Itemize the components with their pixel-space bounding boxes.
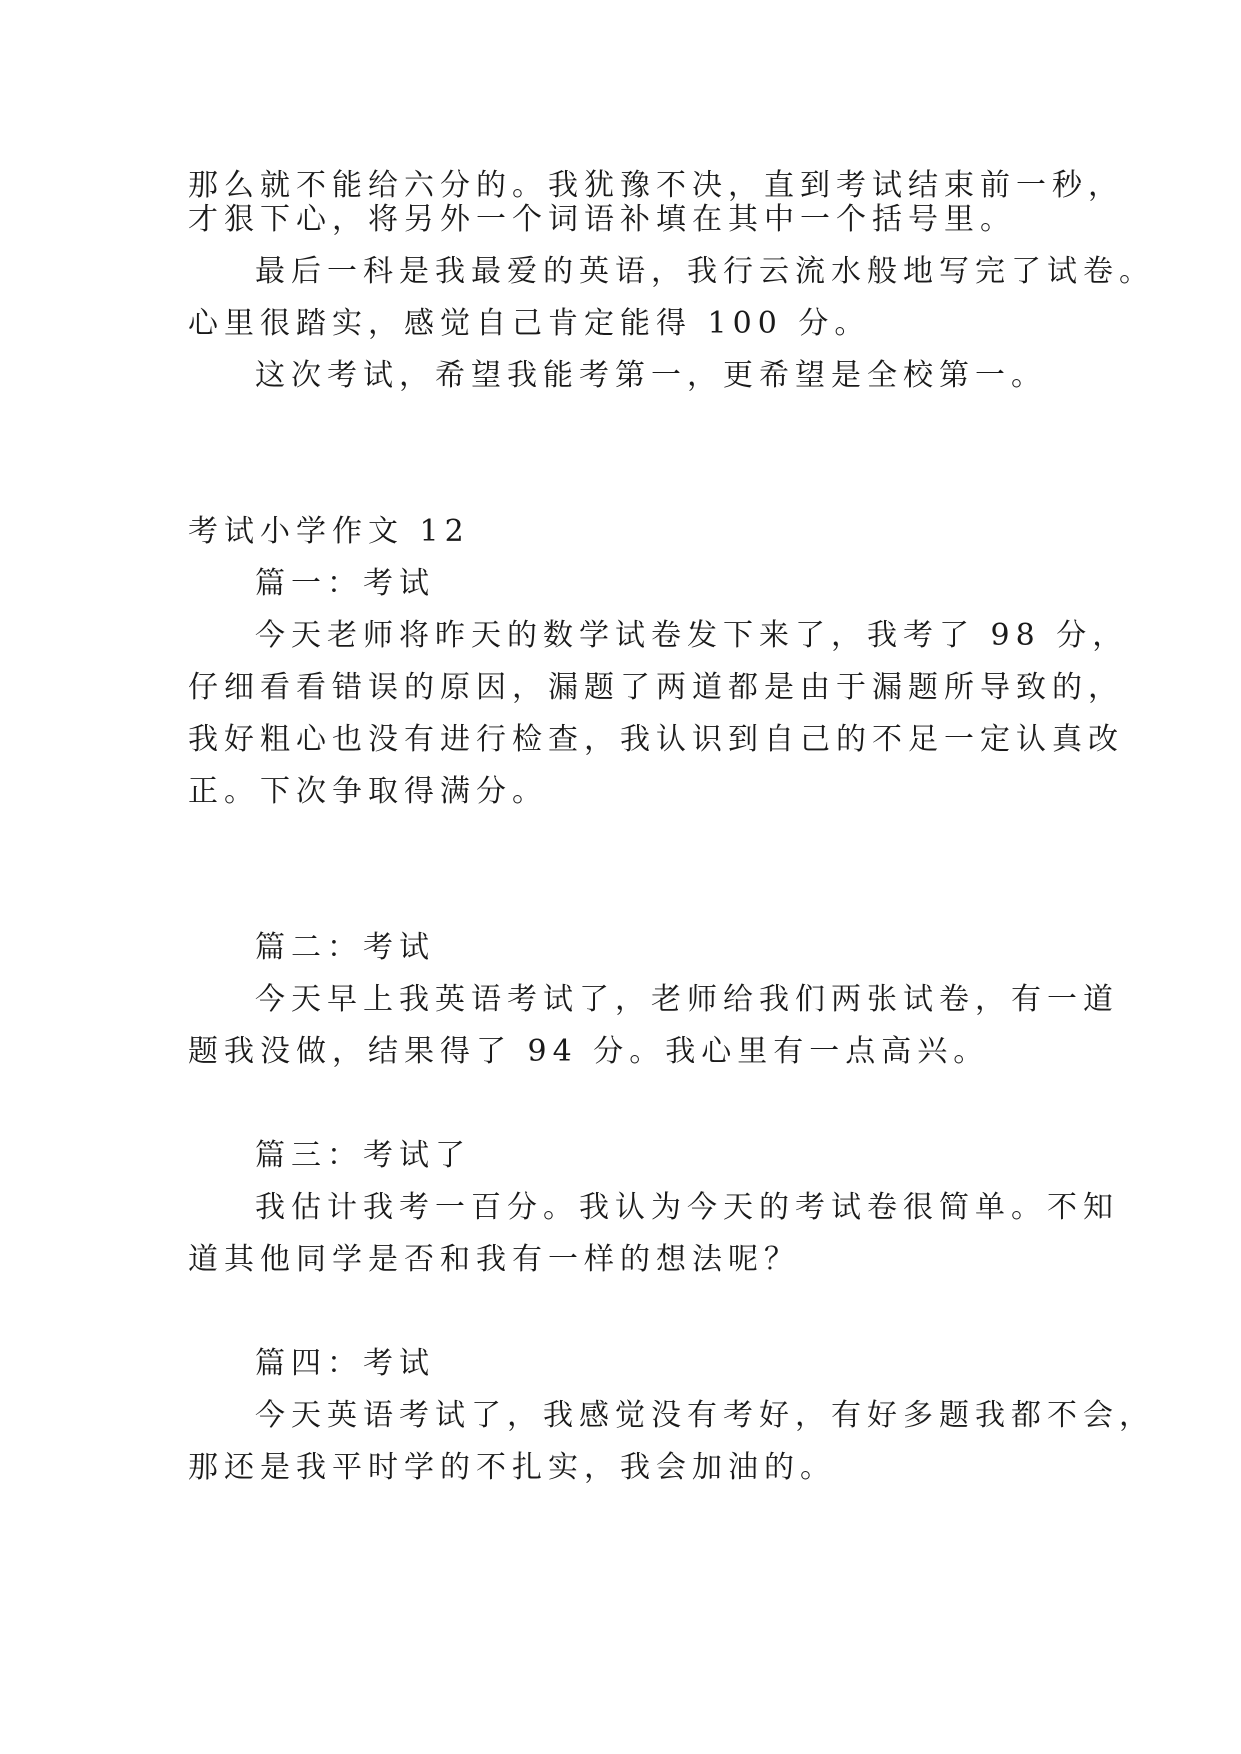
body-text-line: 那么就不能给六分的。我犹豫不决，直到考试结束前一秒， <box>188 168 1124 203</box>
paragraph-first-line: 这次考试，希望我能考第一，更希望是全校第一。 <box>255 358 1047 393</box>
body-text-line: 道其他同学是否和我有一样的想法呢？ <box>188 1242 800 1277</box>
body-text-line: 仔细看看错误的原因，漏题了两道都是由于漏题所导致的， <box>188 670 1124 705</box>
article-heading: 篇一：考试 <box>255 566 435 601</box>
article-heading: 篇二：考试 <box>255 930 435 965</box>
article-heading: 篇四：考试 <box>255 1346 435 1381</box>
paragraph-first-line: 今天英语考试了，我感觉没有考好，有好多题我都不会， <box>255 1398 1155 1433</box>
body-text-line: 那还是我平时学的不扎实，我会加油的。 <box>188 1450 836 1485</box>
paragraph-first-line: 今天早上我英语考试了，老师给我们两张试卷，有一道 <box>255 982 1119 1017</box>
body-text-line: 才狠下心，将另外一个词语补填在其中一个括号里。 <box>188 202 1016 237</box>
body-text-line: 我好粗心也没有进行检查，我认识到自己的不足一定认真改 <box>188 722 1124 757</box>
section-title: 考试小学作文 12 <box>188 514 470 549</box>
article-heading: 篇三：考试了 <box>255 1138 471 1173</box>
body-text-line: 心里很踏实，感觉自己肯定能得 100 分。 <box>188 306 871 341</box>
paragraph-first-line: 最后一科是我最爱的英语，我行云流水般地写完了试卷。 <box>255 254 1155 289</box>
paragraph-first-line: 我估计我考一百分。我认为今天的考试卷很简单。不知 <box>255 1190 1119 1225</box>
body-text-line: 正。下次争取得满分。 <box>188 774 548 809</box>
paragraph-first-line: 今天老师将昨天的数学试卷发下来了，我考了 98 分， <box>255 618 1129 653</box>
body-text-line: 题我没做，结果得了 94 分。我心里有一点高兴。 <box>188 1034 990 1069</box>
